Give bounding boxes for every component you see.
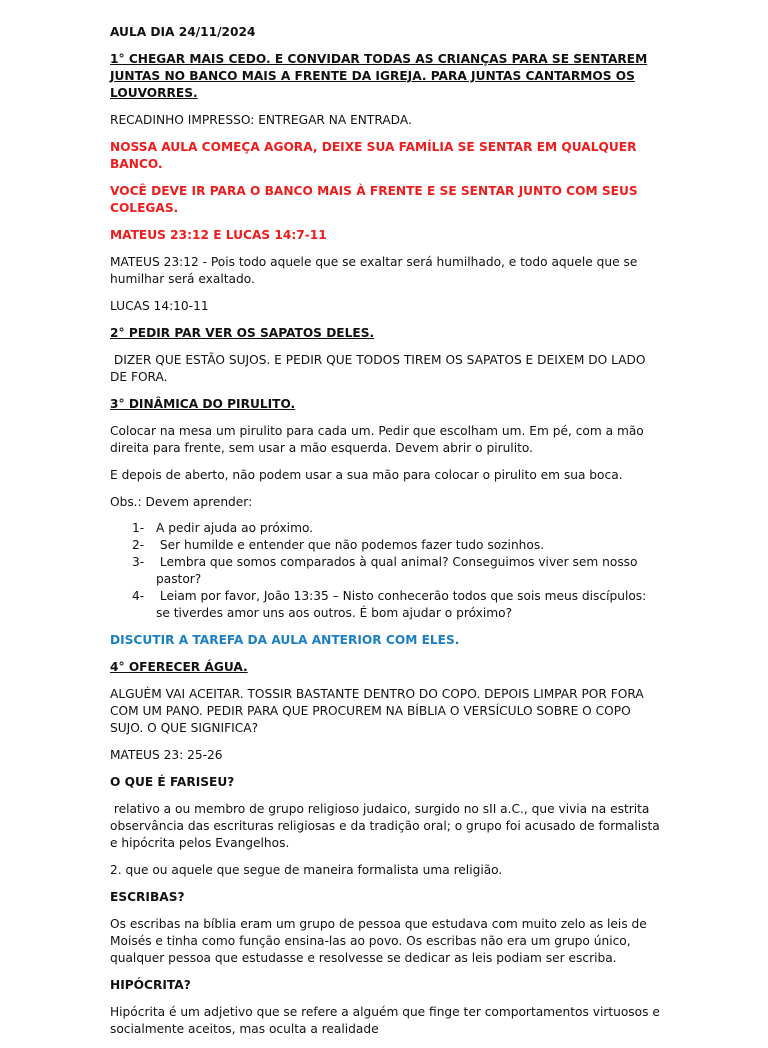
step-3-paragraph-1: Colocar na mesa um pirulito para cada um. Pedir que escolham um. Em pé, com a mão direita para frente, sem usar a mão esquerda. Devem abrir o pirulito. [110, 424, 644, 455]
obs-label: Obs.: Devem aprender: [110, 495, 253, 509]
step-1-heading: 1° CHEGAR MAIS CEDO. E CONVIDAR TODAS AS CRIANÇAS PARA SE SENTAREM JUNTAS NO BANCO MAIS A FRENTE DA IGREJA. PARA JUNTAS CANTARMOS OS LOUVORRES. [110, 52, 648, 100]
list-item-text: A pedir ajuda ao próximo. [156, 521, 314, 535]
escribas-question: ESCRIBAS? [110, 890, 185, 904]
list-item-number: 1- [132, 521, 145, 535]
step-3-heading: 3° DINÂMICA DO PIRULITO. [110, 397, 296, 411]
hipocrita-question: HIPÓCRITA? [110, 978, 191, 992]
document-page [110, 24, 664, 1048]
list-item [110, 554, 660, 588]
step-2-heading: 2° PEDIR PAR VER OS SAPATOS DELES. [110, 326, 375, 340]
step-4-heading: 4° OFERECER ÁGUA. [110, 660, 248, 674]
fariseu-definition-2: 2. que ou aquele que segue de maneira formalista uma religião. [110, 863, 503, 877]
red-instruction-1: NOSSA AULA COMEÇA AGORA, DEIXE SUA FAMÍLIA SE SENTAR EM QUALQUER BANCO. [110, 140, 637, 171]
red-verse-reference: MATEUS 23:12 E LUCAS 14:7-11 [110, 228, 327, 242]
step-4-text: ALGUÉM VAI ACEITAR. TOSSIR BASTANTE DENTRO DO COPO. DEPOIS LIMPAR POR FORA COM UM PANO. PEDIR PARA QUE PROCUREM NA BÍBLIA O VERSÍCULO SOBRE O COPO SUJO. O QUE SIGNIFICA? [110, 687, 644, 735]
list-item [110, 537, 660, 554]
verse-lucas-reference: LUCAS 14:10-11 [110, 299, 209, 313]
blue-instruction: DISCUTIR A TAREFA DA AULA ANTERIOR COM ELES. [110, 633, 460, 647]
list-item-text: Lembra que somos comparados à qual animal? Conseguimos viver sem nosso pastor? [156, 555, 642, 586]
verse-mateus-25: MATEUS 23: 25-26 [110, 748, 223, 762]
lessons-list [110, 520, 660, 622]
step-3-paragraph-2: E depois de aberto, não podem usar a sua mão para colocar o pirulito em sua boca. [110, 468, 623, 482]
verse-mateus-23-12: MATEUS 23:12 - Pois todo aquele que se exaltar será humilhado, e todo aquele que se humilhar será exaltado. [110, 255, 638, 286]
list-item [110, 520, 660, 537]
step-2-text: DIZER QUE ESTÃO SUJOS. E PEDIR QUE TODOS TIREM OS SAPATOS E DEIXEM DO LADO DE FORA. [110, 353, 650, 384]
lesson-date-title: AULA DIA 24/11/2024 [110, 25, 256, 39]
list-item-text: Leiam por favor, João 13:35 – Nisto conhecerão todos que sois meus discípulos: se tiverdes amor uns aos outros. É bom ajudar o próximo? [156, 589, 651, 620]
fariseu-definition: relativo a ou membro de grupo religioso judaico, surgido no sII a.C., que vivia na estrita observância das escrituras religiosas e da tradição oral; o grupo foi acusado de formalista e hipócrita pelos Evangelhos. [110, 802, 664, 850]
hipocrita-definition: Hipócrita é um adjetivo que se refere a alguém que finge ter comportamentos virtuosos e socialmente aceitos, mas oculta a realidade [110, 1005, 660, 1036]
list-item-number: 3- [132, 555, 145, 569]
list-item-number: 4- [132, 589, 145, 603]
list-item-number: 2- [132, 538, 145, 552]
recadinho-note: RECADINHO IMPRESSO: ENTREGAR NA ENTRADA. [110, 113, 412, 127]
escribas-definition: Os escribas na bíblia eram um grupo de pessoa que estudava com muito zelo as leis de Moisés e tinha como função ensina-las ao povo. Os escribas não era um grupo único, qualquer pessoa que estudasse e resolvesse se dedicar as leis podiam ser escriba. [110, 917, 647, 965]
list-item [110, 588, 660, 622]
red-instruction-2: VOCÊ DEVE IR PARA O BANCO MAIS À FRENTE E SE SENTAR JUNTO COM SEUS COLEGAS. [110, 184, 638, 215]
list-item-text: Ser humilde e entender que não podemos fazer tudo sozinhos. [156, 538, 545, 552]
fariseu-question: O QUE É FARISEU? [110, 775, 235, 789]
